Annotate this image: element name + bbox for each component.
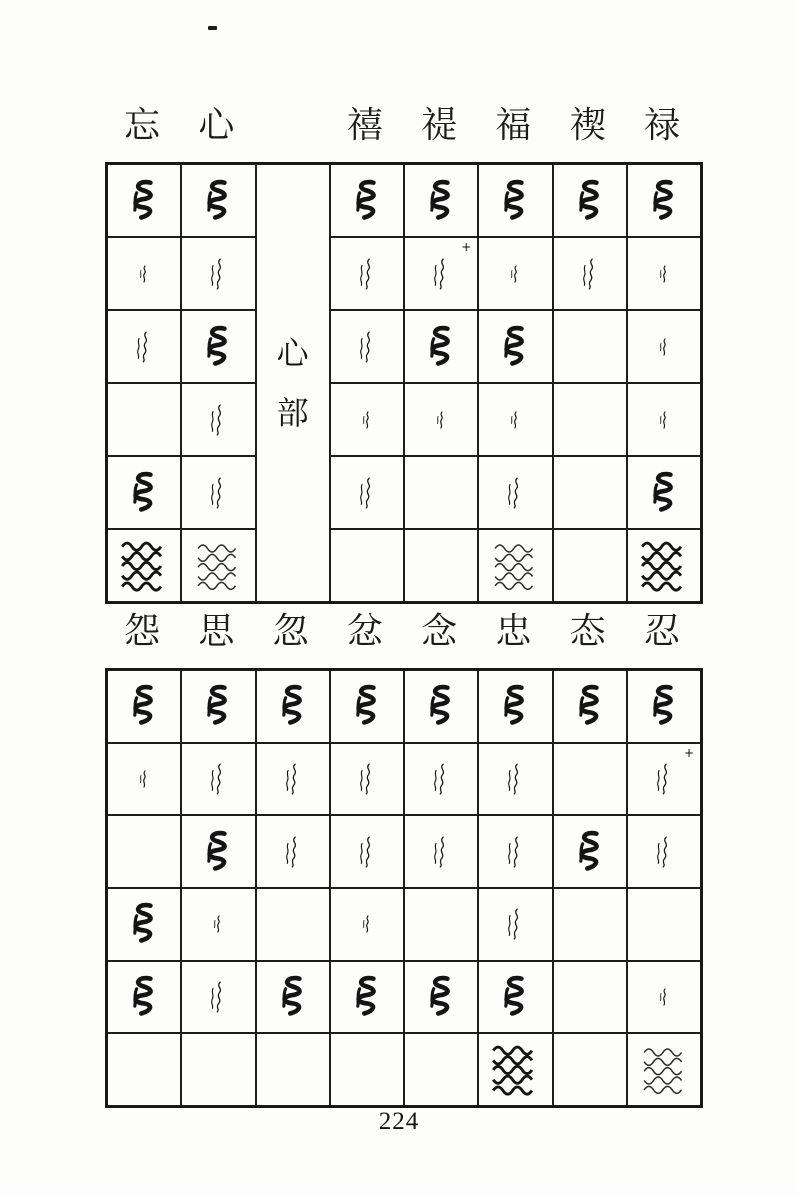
ancient-glyph-忿 [345,973,389,1021]
glyph-cell [256,815,330,888]
ancient-glyph-忽 [271,682,315,730]
ancient-glyph-心 [201,470,235,516]
ancient-glyph-思 [201,756,235,802]
ancient-glyph-禧 [345,177,389,225]
ancient-glyph-福 [487,538,543,594]
ancient-glyph-忘 [122,469,166,517]
ancient-glyph-福 [493,323,537,371]
empty-cell [627,888,701,961]
glyph-cell [478,670,552,743]
glyph-cell [627,815,701,888]
column-header-char: 忽 [272,611,309,651]
column-header-char: 思 [198,611,235,651]
glyph-cell [330,743,404,816]
glyph-cell [330,456,404,529]
ancient-glyph-禔 [429,403,453,437]
glyph-cell [404,164,478,237]
ancient-glyph-禧 [350,470,384,516]
ancient-glyph-忠 [498,756,532,802]
empty-cell [256,888,330,961]
ancient-glyph-福 [503,257,527,291]
ancient-glyph-忘 [122,177,166,225]
column-header-char: 禊 [569,105,606,145]
ancient-glyph-忠 [486,1041,544,1099]
ancient-glyph-心 [196,177,240,225]
empty-cell [404,456,478,529]
ancient-glyph-忠 [498,901,532,947]
glyph-cell [627,529,701,602]
section-label-char: 心 [276,335,309,371]
ancient-glyph-怨 [132,762,156,796]
empty-cell [256,1033,330,1106]
ancient-glyph-禊 [573,251,607,297]
glyph-cell [404,383,478,456]
ancient-glyph-念 [419,973,463,1021]
column-header-char: 禧 [346,105,383,145]
glyph-cell [181,888,255,961]
glyph-cell [404,670,478,743]
ancient-glyph-忽 [276,756,310,802]
glyph-cell [107,164,181,237]
ancient-glyph-禄 [642,177,686,225]
glyph-cell [107,310,181,383]
ancient-glyph-思 [196,828,240,876]
ancient-glyph-禔 [419,323,463,371]
ancient-glyph-忿 [345,682,389,730]
glyph-cell [256,670,330,743]
empty-cell [553,456,627,529]
ancient-glyph-禄 [652,403,676,437]
glyph-cell [478,383,552,456]
ancient-glyph-忍 [652,980,676,1014]
ancient-glyph-禧 [350,324,384,370]
empty-cell [404,529,478,602]
section-label-char: 部 [276,395,309,431]
glyph-cell [330,815,404,888]
ancient-glyph-忍 [647,829,681,875]
glyph-cell [478,815,552,888]
ancient-glyph-忍 [642,682,686,730]
column-header-char: 忘 [124,105,161,145]
section-label-cell [256,164,330,602]
ancient-glyph-怨 [122,682,166,730]
ancient-glyph-怨 [122,900,166,948]
ancient-glyph-思 [201,974,235,1020]
glyph-cell [627,456,701,529]
column-header-char: 忠 [495,611,532,651]
glyph-cell [404,743,478,816]
ancient-glyph-禔 [424,251,458,297]
glyph-cell [330,310,404,383]
glyph-cell [181,456,255,529]
column-header-row [105,100,699,150]
empty-cell [330,529,404,602]
glyph-cell [478,310,552,383]
empty-cell [553,383,627,456]
glyph-cell [553,237,627,310]
glyph-cell [330,383,404,456]
column-header-char: 怨 [124,611,161,651]
glyph-cell [181,383,255,456]
ancient-glyph-忠 [493,682,537,730]
ancient-glyph-心 [201,397,235,443]
empty-cell [553,310,627,383]
glyph-cell [107,456,181,529]
glyph-cell [404,815,478,888]
ancient-glyph-念 [419,682,463,730]
column-header-char: 禔 [421,105,458,145]
ancient-glyph-忘 [115,537,173,595]
glyph-cell [181,743,255,816]
glyph-cell [107,529,181,602]
column-header-char: 禄 [643,105,680,145]
ancient-glyph-忿 [350,829,384,875]
ancient-glyph-忍 [647,756,681,802]
empty-cell [404,1033,478,1106]
ancient-glyph-忽 [271,973,315,1021]
empty-cell [553,888,627,961]
ancient-glyph-禄 [652,257,676,291]
empty-cell [553,529,627,602]
glyph-cell [330,888,404,961]
glyph-cell [181,164,255,237]
glyph-cell [181,310,255,383]
ancient-glyph-念 [424,756,458,802]
ancient-glyph-心 [201,251,235,297]
glyph-cell [181,961,255,1034]
ancient-glyph-怨 [122,973,166,1021]
ancient-glyph-忽 [276,829,310,875]
glyph-cell [330,164,404,237]
glyph-cell [627,743,701,816]
empty-cell [553,961,627,1034]
ancient-glyph-忿 [355,907,379,941]
ancient-glyph-心 [196,323,240,371]
glyph-cell [478,529,552,602]
ancient-glyph-禄 [642,469,686,517]
glyph-cell [107,670,181,743]
plus-mark: + [683,745,694,760]
ancient-glyph-忍 [636,1042,692,1098]
column-header-char: 福 [495,105,532,145]
ancient-glyph-忠 [493,973,537,1021]
glyph-cell [181,529,255,602]
ancient-glyph-福 [498,470,532,516]
glyph-cell [627,383,701,456]
column-header-char: 忍 [643,611,680,651]
ancient-glyph-思 [206,907,230,941]
glyph-cell [181,237,255,310]
empty-cell [107,383,181,456]
empty-cell [553,743,627,816]
ancient-glyph-念 [424,829,458,875]
empty-cell [330,1033,404,1106]
glyph-cell [107,888,181,961]
glyph-cell [478,743,552,816]
glyph-cell [553,670,627,743]
glyph-grid [105,668,703,1108]
empty-cell [107,815,181,888]
glyph-cell [478,237,552,310]
ancient-glyph-忘 [127,324,161,370]
ancient-glyph-禄 [652,330,676,364]
column-header-char: 态 [569,611,606,651]
glyph-cell [553,815,627,888]
column-header-char: 忿 [346,611,383,651]
glyph-cell [404,310,478,383]
ancient-glyph-忿 [350,756,384,802]
glyph-cell [478,888,552,961]
glyph-cell [627,961,701,1034]
glyph-cell [627,164,701,237]
glyph-cell [107,743,181,816]
glyph-cell [627,1033,701,1106]
glyph-cell [478,1033,552,1106]
glyph-cell [256,743,330,816]
empty-cell [404,888,478,961]
ancient-glyph-忠 [498,829,532,875]
glyph-grid [105,162,703,604]
ancient-glyph-禊 [568,177,612,225]
glyph-cell [107,961,181,1034]
ancient-glyph-态 [568,828,612,876]
column-header-char: 心 [198,105,235,145]
ancient-glyph-禄 [635,537,693,595]
ancient-glyph-忘 [132,257,156,291]
glyph-cell [478,164,552,237]
glyph-cell [256,961,330,1034]
ancient-glyph-禧 [350,251,384,297]
glyph-cell [330,237,404,310]
glyph-cell [181,670,255,743]
ancient-glyph-心 [190,538,246,594]
glyph-cell [627,237,701,310]
ancient-glyph-思 [196,682,240,730]
glyph-cell [330,670,404,743]
ancient-glyph-态 [568,682,612,730]
glyph-cell [553,164,627,237]
glyph-cell [107,237,181,310]
glyph-cell [627,670,701,743]
glyph-cell [404,237,478,310]
glyph-cell [627,310,701,383]
ancient-glyph-禧 [355,403,379,437]
page-number: 224 [378,1108,420,1135]
ancient-glyph-禔 [419,177,463,225]
empty-cell [181,1033,255,1106]
empty-cell [107,1033,181,1106]
scan-artifact-dash [208,26,217,30]
glyph-cell [330,961,404,1034]
column-header-row [105,606,699,656]
glyph-cell [478,456,552,529]
plus-mark: + [461,240,472,254]
glyph-cell [404,961,478,1034]
ancient-glyph-福 [493,177,537,225]
column-header-char: 念 [421,611,458,651]
glyph-cell [181,815,255,888]
empty-cell [553,1033,627,1106]
glyph-cell [478,961,552,1034]
ancient-glyph-福 [503,403,527,437]
